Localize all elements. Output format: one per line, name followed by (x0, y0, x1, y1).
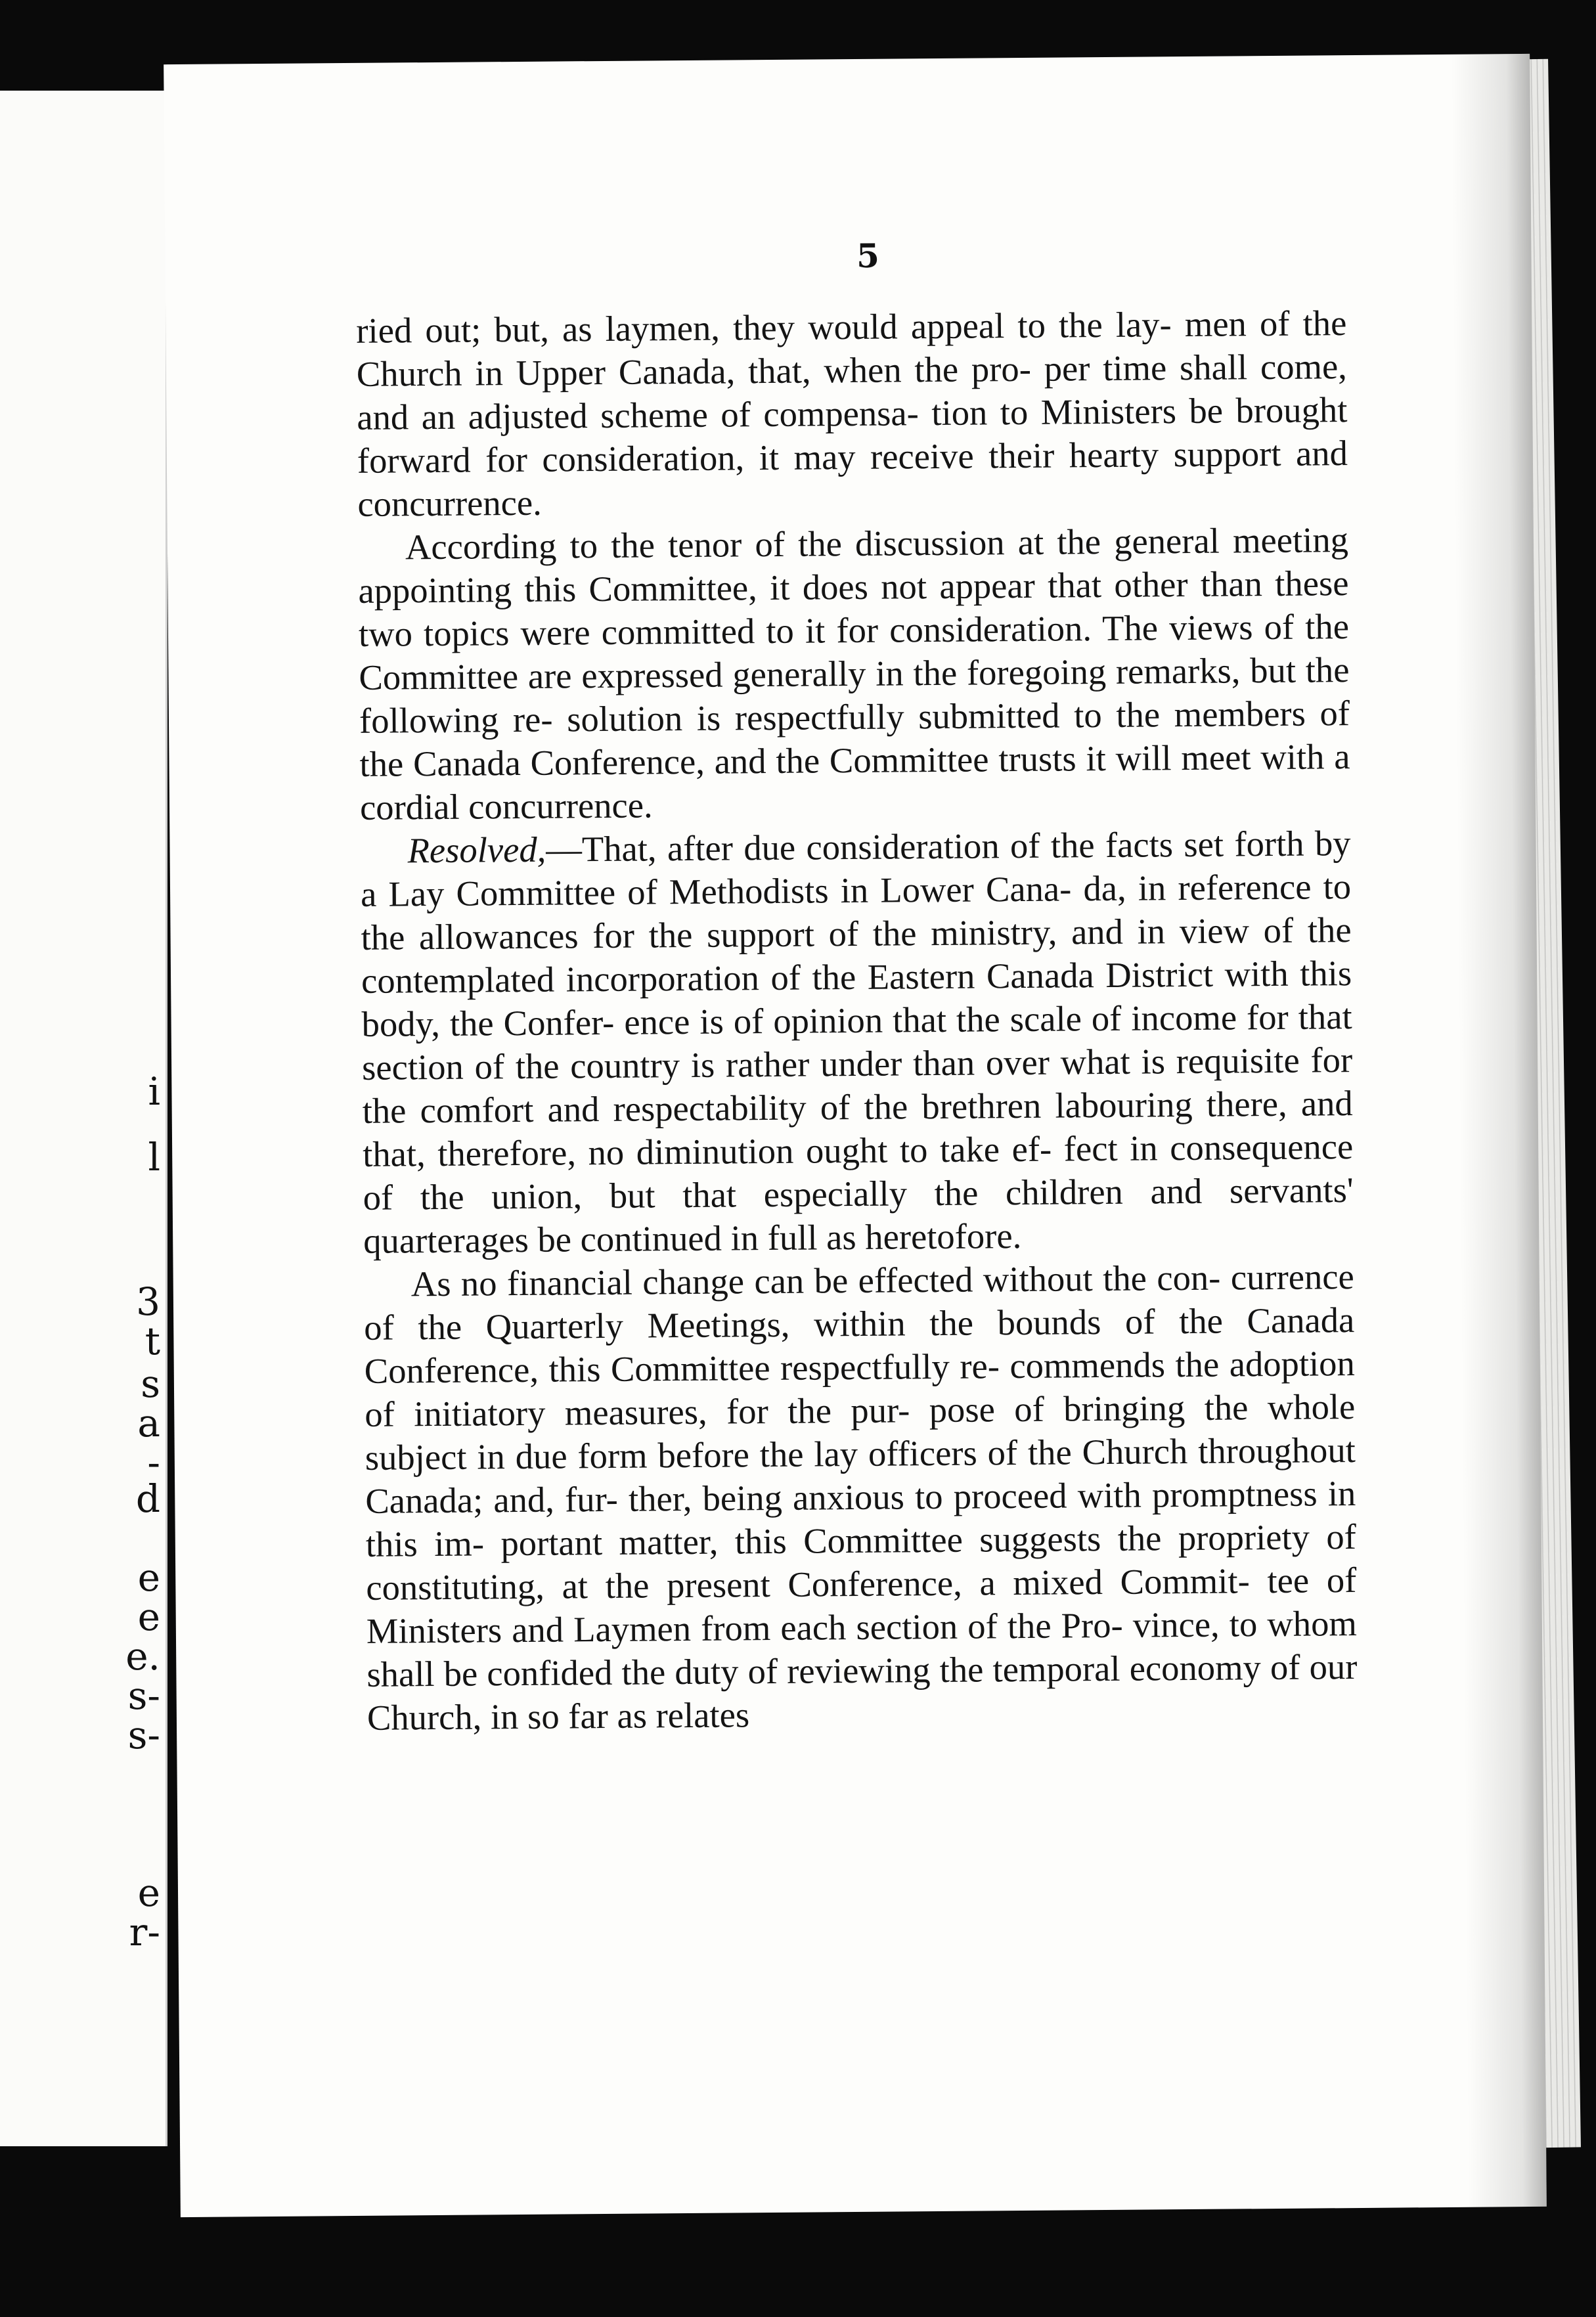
left-page-edge (0, 91, 167, 2146)
text-line: According to the tenor of the discussion at the general (405, 520, 1220, 567)
text-line: for the comfort and respectability of the brethren labouring (362, 1040, 1353, 1131)
text-line: with a cordial concurrence. (359, 736, 1350, 828)
text-line: there, and that, therefore, no diminution ought to take ef- (362, 1083, 1353, 1174)
paragraph-continuation (356, 301, 1348, 526)
text-line: tion to Ministers be brought forward for consideration, it (357, 389, 1348, 481)
left-fragment: s (141, 1361, 160, 1406)
text-line: pose of bringing the whole subject in due form before the (365, 1386, 1356, 1478)
text-line: forth by a Lay Committee of Methodists in Lower Cana- (360, 823, 1351, 914)
left-fragment: e (137, 1870, 160, 1915)
text-line: meeting appointing this Committee, it does not appear (358, 519, 1349, 611)
left-fragment: r- (129, 1910, 160, 1954)
text-line: portant matter, this Committee suggests the propriety of (500, 1516, 1357, 1564)
text-line: per time shall come, and an adjusted scheme of compensa- (357, 346, 1348, 437)
book-page (164, 54, 1547, 2217)
text-line: vince, to whom shall be confided the duty of reviewing (366, 1603, 1358, 1694)
paragraph-financial (363, 1255, 1358, 1740)
left-fragment: e (137, 1555, 160, 1600)
text-line: Canada Conference, and the Committee trusts it will meet (412, 737, 1251, 784)
paragraph-according (358, 518, 1351, 829)
text-line: ence is of opinion that the scale of income for that section (361, 996, 1352, 1088)
text-line: that other than these two topics were committed to it for (358, 563, 1349, 654)
text-line: fect in consequence of the union, but that especially the (363, 1126, 1354, 1218)
text-line: tee of Ministers and Laymen from each section of the Pro- (366, 1560, 1357, 1651)
text-line: constituting, at the present Conference, a mixed Commit- (366, 1560, 1250, 1608)
left-page-fragments (0, 91, 166, 2146)
resolved-label: Resolved, (407, 829, 546, 871)
left-fragment: e (137, 1595, 160, 1639)
text-line: children and servants' quarterages be continued in full as (363, 1170, 1354, 1261)
left-fragment: s- (127, 1673, 160, 1718)
left-fragment: - (147, 1440, 160, 1485)
text-line: men of the Church in Upper Canada, that, when the pro- (356, 303, 1347, 394)
left-fragment: l (148, 1135, 160, 1180)
left-fragment: 3 (136, 1279, 160, 1324)
text-line: ther, being anxious to proceed with promptness in this im- (365, 1473, 1356, 1564)
left-fragment: t (144, 1319, 160, 1363)
text-line: As no financial change can be effected without the con- (410, 1257, 1221, 1304)
text-line: —That, after due consideration of the facts set (546, 824, 1224, 870)
text-line: the temporal economy of our Church, in so far as relates (366, 1646, 1358, 1738)
left-fragment: s- (127, 1713, 160, 1757)
text-line: consideration. The views of the Committee are expressed (359, 606, 1350, 697)
text-line: generally in the foregoing remarks, but the following re- (359, 650, 1350, 741)
text-line: lay officers of the Church throughout Canada; and, fur- (365, 1430, 1356, 1521)
left-fragment: d (135, 1476, 160, 1521)
text-line: heretofore. (865, 1216, 1022, 1257)
left-fragment: e. (125, 1634, 160, 1679)
left-fragment: i (148, 1069, 160, 1114)
text-line: may receive their hearty support and concurrence. (357, 433, 1348, 524)
text-line: of the country is rather under than over what is requisite (474, 1040, 1300, 1087)
page-number: 5 (856, 236, 880, 275)
text-line: solution is respectfully submitted to the members of the (359, 693, 1350, 784)
text-line: commends the adoption of initiatory measures, for the pur- (365, 1343, 1355, 1434)
text-line: da, in reference to the allowances for the support of the (361, 866, 1352, 958)
text-line: currence of the Quarterly Meetings, within the bounds of (364, 1256, 1354, 1348)
paragraph-resolved (360, 822, 1354, 1263)
text-line: the Eastern Canada District with this body, the Confer- (361, 953, 1352, 1044)
text-line: ried out; but, as laymen, they would appeal to the lay- (356, 304, 1172, 351)
body-text (356, 301, 1358, 1740)
left-fragment: a (137, 1401, 160, 1445)
text-line: ministry, and in view of the contemplated incorporation of (361, 910, 1352, 1001)
text-line: the Canada Conference, this Committee respectfully re- (364, 1300, 1355, 1391)
